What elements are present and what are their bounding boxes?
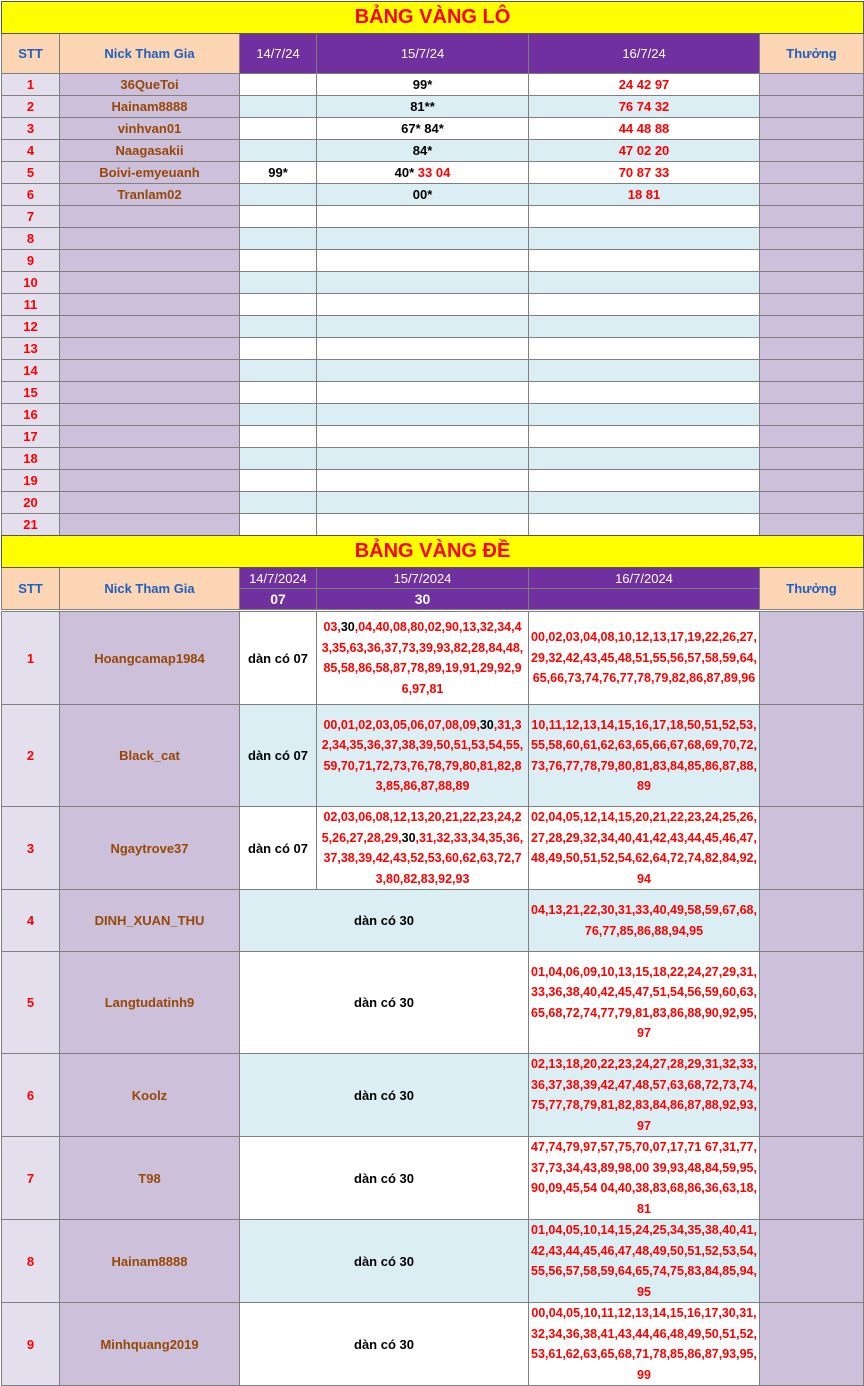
lo-header-nick: Nick Tham Gia xyxy=(60,34,240,74)
de-row xyxy=(2,1220,864,1303)
de-row-reward xyxy=(760,705,864,807)
lo-row-nick xyxy=(60,448,240,470)
de-header-date-2: 15/7/2024 xyxy=(317,568,529,589)
lo-row-date-3: 70 87 33 xyxy=(529,162,760,184)
lo-row-date-2 xyxy=(317,404,529,426)
lo-row-date-2 xyxy=(317,74,529,96)
lo-row-nick xyxy=(60,382,240,404)
lo-row-reward xyxy=(760,250,864,272)
lo-row-nick xyxy=(60,206,240,228)
lo-row-date-2 xyxy=(317,492,529,514)
lo-row-reward xyxy=(760,338,864,360)
lo-row-date-2 xyxy=(317,118,529,140)
de-row-stt: 5 xyxy=(2,952,60,1054)
lo-row-reward xyxy=(760,470,864,492)
de-row-reward xyxy=(760,952,864,1054)
de-row-date-3: 47,74,79,97,57,75,70,07,17,71 67,31,77,37,73,34,43,89,98,00 39,93,48,84,59,95,90,09,45,54 04,40,38,83,68,86,36,63,18,81 xyxy=(529,1137,760,1220)
de-row-nick: Koolz xyxy=(60,1054,240,1137)
lo-row-reward xyxy=(760,162,864,184)
lo-row-date-2 xyxy=(317,294,529,316)
lo-row-date-2 xyxy=(317,426,529,448)
lo-row-stt: 9 xyxy=(2,250,60,272)
lo-row-date-1 xyxy=(240,404,317,426)
de-row-date-2-after: ,04,40,08,80,02,90,13,32,34,43,35,63,36,37,73,39,93,82,28,84,48,85,58,86,58,87,78,89,19,91,29,92,96,97,81 xyxy=(321,620,524,696)
lo-row xyxy=(2,250,864,272)
lo-header-reward: Thưởng xyxy=(760,34,864,74)
lo-row xyxy=(2,492,864,514)
de-header-reward: Thưởng xyxy=(760,568,864,610)
de-row xyxy=(2,1303,864,1386)
de-row-stt: 3 xyxy=(2,807,60,890)
lo-row xyxy=(2,448,864,470)
lo-row-stt: 17 xyxy=(2,426,60,448)
de-row-date-3: 02,04,05,12,14,15,20,21,22,23,24,25,26,27,28,29,32,34,40,41,42,43,44,45,46,47,48,49,50,51,52,54,62,64,72,74,82,84,92,94 xyxy=(529,807,760,890)
lo-row-date-2 xyxy=(317,316,529,338)
lo-table xyxy=(1,1,864,75)
lo-row-stt: 19 xyxy=(2,470,60,492)
lo-row-date-2-black: 81** xyxy=(410,99,435,114)
lo-row-stt: 15 xyxy=(2,382,60,404)
lo-row-reward xyxy=(760,448,864,470)
de-row-nick: Hainam8888 xyxy=(60,1220,240,1303)
lo-table-body xyxy=(1,73,864,536)
lo-row-nick xyxy=(60,250,240,272)
lo-row-date-2 xyxy=(317,470,529,492)
de-row-date-3: 01,04,06,09,10,13,15,18,22,24,27,29,31,33,36,38,40,42,45,47,51,54,56,59,60,63,65,68,72,74,77,79,81,83,86,88,90,92,95,97 xyxy=(529,952,760,1054)
lo-row-reward xyxy=(760,360,864,382)
lo-row-reward xyxy=(760,272,864,294)
lo-row-date-3 xyxy=(529,294,760,316)
de-header-date-3: 16/7/2024 xyxy=(529,568,760,589)
de-row-nick: Ngaytrove37 xyxy=(60,807,240,890)
de-row-date-3: 00,02,03,04,08,10,12,13,17,19,22,26,27,29,32,42,43,45,48,51,55,56,57,58,59,64,65,66,73,74,76,77,78,79,82,86,87,89,96 xyxy=(529,612,760,705)
de-row-nick: DINH_XUAN_THU xyxy=(60,890,240,952)
de-row-stt: 1 xyxy=(2,612,60,705)
de-row xyxy=(2,890,864,952)
lo-row-nick xyxy=(60,492,240,514)
de-header-date-1: 14/7/2024 xyxy=(240,568,317,589)
de-row-reward xyxy=(760,807,864,890)
lo-row xyxy=(2,162,864,184)
lo-row-date-2-black: 67* 84* xyxy=(401,121,444,136)
lo-row-stt: 18 xyxy=(2,448,60,470)
lo-row-date-3 xyxy=(529,228,760,250)
de-row-date-3: 00,04,05,10,11,12,13,14,15,16,17,30,31,32,34,36,38,41,43,44,46,48,49,50,51,52,53,61,62,63,65,68,71,78,85,86,87,93,95,99 xyxy=(529,1303,760,1386)
lo-row-nick xyxy=(60,228,240,250)
lo-row-date-3: 18 81 xyxy=(529,184,760,206)
lo-row-reward xyxy=(760,206,864,228)
de-row-combined-date: dàn có 30 xyxy=(240,1137,529,1220)
lo-row-date-1 xyxy=(240,360,317,382)
lo-row-nick xyxy=(60,426,240,448)
lo-row-date-1 xyxy=(240,492,317,514)
lo-row-date-3 xyxy=(529,404,760,426)
lo-row-date-2-red: 33 04 xyxy=(414,165,451,180)
lo-row-date-1 xyxy=(240,316,317,338)
lo-row-nick xyxy=(60,272,240,294)
de-row-stt: 9 xyxy=(2,1303,60,1386)
de-row-nick: Minhquang2019 xyxy=(60,1303,240,1386)
lo-row-date-2 xyxy=(317,96,529,118)
lo-row-date-3: 44 48 88 xyxy=(529,118,760,140)
lo-row-date-1 xyxy=(240,140,317,162)
de-row-combined-date: dàn có 30 xyxy=(240,1220,529,1303)
lo-row-stt: 5 xyxy=(2,162,60,184)
de-row-combined-date: dàn có 30 xyxy=(240,952,529,1054)
lo-row-nick xyxy=(60,470,240,492)
lo-row-date-1 xyxy=(240,272,317,294)
lo-row-date-2-black: 00* xyxy=(412,187,433,202)
lo-row-reward xyxy=(760,140,864,162)
de-table xyxy=(1,535,864,610)
lo-row-reward xyxy=(760,382,864,404)
lo-row-date-3 xyxy=(529,492,760,514)
lo-row-date-1 xyxy=(240,74,317,96)
lo-row-stt: 16 xyxy=(2,404,60,426)
lo-row-stt: 21 xyxy=(2,514,60,536)
de-row-nick: Langtudatinh9 xyxy=(60,952,240,1054)
de-row-date-2-before: 00,01,02,03,05,06,07,08,09, xyxy=(323,717,480,732)
lo-row-reward xyxy=(760,514,864,536)
de-row xyxy=(2,1137,864,1220)
lo-row-reward xyxy=(760,404,864,426)
de-row-nick: Hoangcamap1984 xyxy=(60,612,240,705)
de-row xyxy=(2,612,864,705)
lo-row-date-1 xyxy=(240,206,317,228)
lo-row-date-2-black: 99* xyxy=(412,77,433,92)
lo-row-date-2 xyxy=(317,338,529,360)
lo-row-date-2 xyxy=(317,514,529,536)
lo-row-stt: 7 xyxy=(2,206,60,228)
de-row-date-2-after: ,31,32,33,34,35,36,37,38,39,42,43,52,53,60,62,63,72,73,80,82,83,92,93 xyxy=(323,830,524,886)
de-row-date-1: dàn có 07 xyxy=(240,705,317,807)
de-row xyxy=(2,705,864,807)
lo-row xyxy=(2,74,864,96)
de-title: BẢNG VÀNG ĐỀ xyxy=(2,536,864,568)
de-row xyxy=(2,807,864,890)
lo-row-date-1 xyxy=(240,118,317,140)
lo-row-date-3: 47 02 20 xyxy=(529,140,760,162)
lo-row-stt: 4 xyxy=(2,140,60,162)
de-result-2: 30 xyxy=(317,589,529,610)
de-result-3 xyxy=(529,589,760,610)
lo-row xyxy=(2,404,864,426)
lo-row xyxy=(2,96,864,118)
lo-row-date-1 xyxy=(240,382,317,404)
lo-row-date-1 xyxy=(240,448,317,470)
lo-row-date-1 xyxy=(240,514,317,536)
de-row-date-2-hit: 30 xyxy=(401,830,416,845)
lo-row xyxy=(2,426,864,448)
lo-row-reward xyxy=(760,118,864,140)
de-row-date-1: dàn có 07 xyxy=(240,612,317,705)
lo-row xyxy=(2,338,864,360)
de-row-nick: T98 xyxy=(60,1137,240,1220)
de-row-date-2 xyxy=(317,612,529,705)
de-header-stt: STT xyxy=(2,568,60,610)
lo-row-reward xyxy=(760,74,864,96)
lo-row-date-3 xyxy=(529,338,760,360)
lo-row-stt: 2 xyxy=(2,96,60,118)
de-row-date-2-hit: 30 xyxy=(340,620,355,634)
lo-row-date-1 xyxy=(240,338,317,360)
lo-row-date-1 xyxy=(240,426,317,448)
de-row-nick: Black_cat xyxy=(60,705,240,807)
de-header-nick: Nick Tham Gia xyxy=(60,568,240,610)
lo-row-reward xyxy=(760,492,864,514)
lo-row-nick: Boivi-emyeuanh xyxy=(60,162,240,184)
de-table-body xyxy=(1,611,864,1386)
lo-row-stt: 8 xyxy=(2,228,60,250)
de-row-stt: 6 xyxy=(2,1054,60,1137)
lo-row xyxy=(2,360,864,382)
lo-row-nick xyxy=(60,360,240,382)
de-row-reward xyxy=(760,1054,864,1137)
de-row-date-3: 02,13,18,20,22,23,24,27,28,29,31,32,33,36,37,38,39,42,47,48,57,63,68,72,73,74,75,77,78,79,81,82,83,84,86,87,88,92,93,97 xyxy=(529,1054,760,1137)
lo-row-date-2 xyxy=(317,250,529,272)
lo-row-nick xyxy=(60,294,240,316)
lo-row xyxy=(2,184,864,206)
lo-row-date-2 xyxy=(317,448,529,470)
de-row-date-2-before: 02,03,06,08,12,13,20,21,22,23,24,25,26,27,28,29, xyxy=(321,810,522,845)
de-row-combined-date: dàn có 30 xyxy=(240,890,529,952)
lo-row-date-3 xyxy=(529,514,760,536)
de-row xyxy=(2,1054,864,1137)
de-row-date-2-before: 03, xyxy=(323,620,341,634)
lo-row-nick: Tranlam02 xyxy=(60,184,240,206)
de-row-reward xyxy=(760,1303,864,1386)
lo-row-reward xyxy=(760,184,864,206)
de-row-combined-date: dàn có 30 xyxy=(240,1054,529,1137)
lo-row-date-3: 24 42 97 xyxy=(529,74,760,96)
lo-row-stt: 10 xyxy=(2,272,60,294)
de-row-date-2-after: ,31,32,34,35,36,37,38,39,50,51,53,54,55,59,70,71,72,73,76,78,79,80,81,82,83,85,86,87,88,89 xyxy=(321,717,524,793)
lo-row-date-1 xyxy=(240,184,317,206)
de-row-date-3: 04,13,21,22,30,31,33,40,49,58,59,67,68,76,77,85,86,88,94,95 xyxy=(529,890,760,952)
lo-row-reward xyxy=(760,228,864,250)
lo-header-date-1: 14/7/24 xyxy=(240,34,317,74)
lo-row-reward xyxy=(760,96,864,118)
lo-row-stt: 13 xyxy=(2,338,60,360)
lo-row-nick: 36QueToi xyxy=(60,74,240,96)
lo-row xyxy=(2,118,864,140)
de-row-date-1: dàn có 07 xyxy=(240,807,317,890)
lo-row-date-3 xyxy=(529,426,760,448)
de-row-date-3: 01,04,05,10,14,15,24,25,34,35,38,40,41,42,43,44,45,46,47,48,49,50,51,52,53,54,55,56,57,58,59,64,65,74,75,83,84,85,94,95 xyxy=(529,1220,760,1303)
de-row-combined-date: dàn có 30 xyxy=(240,1303,529,1386)
lo-row-reward xyxy=(760,294,864,316)
lo-row xyxy=(2,382,864,404)
lo-row-date-2-black: 40* xyxy=(394,165,415,180)
de-row-reward xyxy=(760,612,864,705)
lo-row-date-1: 99* xyxy=(240,162,317,184)
lo-row-date-3 xyxy=(529,448,760,470)
lo-row-date-2 xyxy=(317,360,529,382)
lo-header-date-3: 16/7/24 xyxy=(529,34,760,74)
de-row-date-2-hit: 30 xyxy=(479,717,494,732)
de-row-reward xyxy=(760,1137,864,1220)
lo-row xyxy=(2,514,864,536)
lo-row-date-3 xyxy=(529,316,760,338)
lo-row xyxy=(2,272,864,294)
lo-header-stt: STT xyxy=(2,34,60,74)
lo-row-stt: 3 xyxy=(2,118,60,140)
lo-row xyxy=(2,206,864,228)
de-row-date-2 xyxy=(317,807,529,890)
lo-row-date-2 xyxy=(317,228,529,250)
lo-row-date-3 xyxy=(529,382,760,404)
lo-title: BẢNG VÀNG LÔ xyxy=(2,2,864,34)
lo-row-stt: 6 xyxy=(2,184,60,206)
lo-row-date-1 xyxy=(240,250,317,272)
lo-row-reward xyxy=(760,426,864,448)
lo-row-nick xyxy=(60,514,240,536)
lo-row-date-2 xyxy=(317,206,529,228)
lo-row-reward xyxy=(760,316,864,338)
lo-row xyxy=(2,316,864,338)
lo-row-stt: 11 xyxy=(2,294,60,316)
lo-row-nick: Hainam8888 xyxy=(60,96,240,118)
lo-row-date-3 xyxy=(529,360,760,382)
lo-row-date-3 xyxy=(529,206,760,228)
de-row-stt: 7 xyxy=(2,1137,60,1220)
lo-row-date-2 xyxy=(317,162,529,184)
lo-row-date-1 xyxy=(240,228,317,250)
de-result-1: 07 xyxy=(240,589,317,610)
de-row-reward xyxy=(760,1220,864,1303)
lo-row xyxy=(2,140,864,162)
de-row xyxy=(2,952,864,1054)
lo-row-date-2 xyxy=(317,184,529,206)
lo-row-date-3 xyxy=(529,272,760,294)
lo-row xyxy=(2,228,864,250)
lo-row-date-2 xyxy=(317,272,529,294)
lo-row-date-1 xyxy=(240,470,317,492)
lo-row-stt: 1 xyxy=(2,74,60,96)
de-row-date-2 xyxy=(317,705,529,807)
lo-row xyxy=(2,294,864,316)
lo-row-nick: vinhvan01 xyxy=(60,118,240,140)
lo-row-date-3: 76 74 32 xyxy=(529,96,760,118)
lo-row-stt: 14 xyxy=(2,360,60,382)
de-row-stt: 2 xyxy=(2,705,60,807)
lo-header-date-2: 15/7/24 xyxy=(317,34,529,74)
de-row-reward xyxy=(760,890,864,952)
lo-row-date-3 xyxy=(529,470,760,492)
de-row-stt: 4 xyxy=(2,890,60,952)
de-row-date-3: 10,11,12,13,14,15,16,17,18,50,51,52,53,55,58,60,61,62,63,65,66,67,68,69,70,72,73,76,77,78,79,80,81,83,84,85,86,87,88,89 xyxy=(529,705,760,807)
lo-row xyxy=(2,470,864,492)
lo-row-date-2 xyxy=(317,140,529,162)
lo-row-nick xyxy=(60,316,240,338)
lo-row-date-1 xyxy=(240,294,317,316)
lo-row-date-2-black: 84* xyxy=(412,143,433,158)
lo-row-stt: 12 xyxy=(2,316,60,338)
lo-row-stt: 20 xyxy=(2,492,60,514)
lo-row-nick: Naagasakii xyxy=(60,140,240,162)
de-row-stt: 8 xyxy=(2,1220,60,1303)
lo-row-nick xyxy=(60,338,240,360)
lo-row-date-1 xyxy=(240,96,317,118)
lo-row-nick xyxy=(60,404,240,426)
lo-row-date-2 xyxy=(317,382,529,404)
lo-row-date-3 xyxy=(529,250,760,272)
